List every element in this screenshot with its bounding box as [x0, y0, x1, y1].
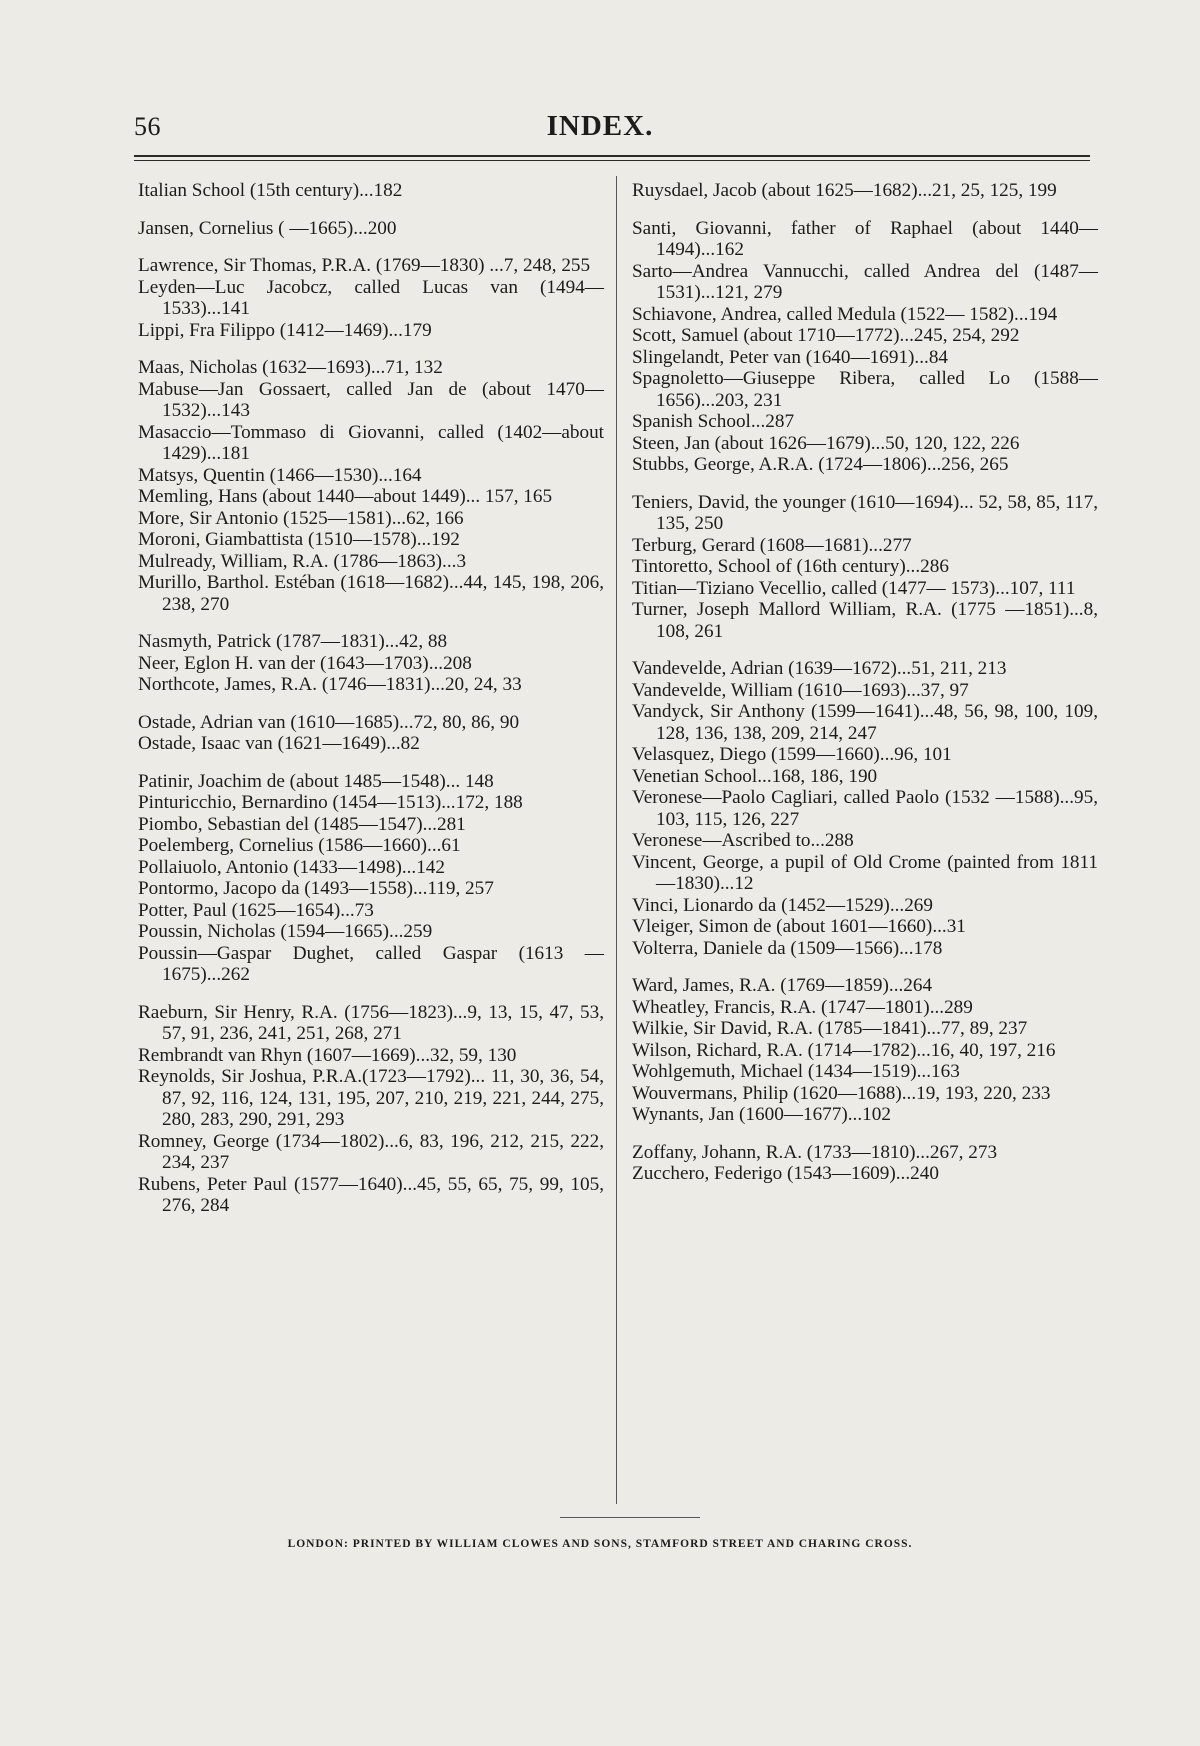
index-entry: Wilson, Richard, R.A. (1714—1782)...16, 40, 197, 216: [632, 1039, 1056, 1061]
index-entry: Ostade, Adrian van (1610—1685)...72, 80, 86, 90: [138, 711, 520, 733]
index-entry: Tintoretto, School of (16th century)...286: [632, 556, 949, 577]
index-entry: Rubens, Peter Paul (1577—1640)...45, 55, 65, 75, 99, 105, 276, 284: [138, 1173, 604, 1216]
index-column-right: [632, 180, 1098, 1185]
header-rule: [134, 155, 1090, 161]
index-entry: Jansen, Cornelius ( —1665)...200: [138, 217, 397, 239]
index-entry: Rembrandt van Rhyn (1607—1669)...32, 59, 130: [138, 1044, 517, 1066]
index-entry: Zoffany, Johann, R.A. (1733—1810)...267, 273: [632, 1141, 998, 1163]
index-entry: Veronese—Ascribed to...288: [632, 830, 854, 851]
index-entry: Stubbs, George, A.R.A. (1724—1806)...256, 265: [632, 454, 1009, 475]
index-entry: Vinci, Lionardo da (1452—1529)...269: [632, 894, 933, 916]
index-entry: Vleiger, Simon de (about 1601—1660)...31: [632, 916, 966, 937]
index-entry: Raeburn, Sir Henry, R.A. (1756—1823)...9, 13, 15, 47, 53, 57, 91, 236, 241, 251, 268, 271: [138, 1001, 604, 1044]
index-entry: Wilkie, Sir David, R.A. (1785—1841)...77, 89, 237: [632, 1018, 1028, 1039]
index-entry: Ward, James, R.A. (1769—1859)...264: [632, 975, 933, 996]
footer-rule: [560, 1517, 700, 1518]
index-entry: Masaccio—Tommaso di Giovanni, called (1402—about 1429)...181: [138, 421, 604, 464]
index-entry: Wheatley, Francis, R.A. (1747—1801)...289: [632, 996, 973, 1018]
index-entry: More, Sir Antonio (1525—1581)...62, 166: [138, 507, 464, 529]
printer-imprint: LONDON: PRINTED BY WILLIAM CLOWES AND SONS, STAMFORD STREET AND CHARING CROSS.: [287, 1538, 913, 1550]
index-entry: Italian School (15th century)...182: [138, 180, 403, 201]
index-entry: Mulready, William, R.A. (1786—1863)...3: [138, 550, 467, 572]
page-number: 56: [134, 112, 161, 141]
index-entry: Sarto—Andrea Vannucchi, called Andrea del (1487—1531)...121, 279: [632, 260, 1098, 303]
index-entry: Volterra, Daniele da (1509—1566)...178: [632, 937, 943, 959]
index-entry: Leyden—Luc Jacobcz, called Lucas van (1494—1533)...141: [138, 276, 604, 319]
index-entry: Reynolds, Sir Joshua, P.R.A.(1723—1792)... 11, 30, 36, 54, 87, 92, 116, 124, 131, 195, 207, 210, 219, 221, 244, 275, 280, 283, 290, 291, 293: [138, 1066, 604, 1130]
index-entry: Wohlgemuth, Michael (1434—1519)...163: [632, 1061, 960, 1082]
index-entry: Lippi, Fra Filippo (1412—1469)...179: [138, 319, 432, 341]
index-entry: Teniers, David, the younger (1610—1694)... 52, 58, 85, 117, 135, 250: [632, 491, 1098, 534]
index-entry: Turner, Joseph Mallord William, R.A. (1775 —1851)...8, 108, 261: [632, 599, 1098, 642]
index-entry: Titian—Tiziano Vecellio, called (1477— 1573)...107, 111: [632, 577, 1076, 599]
index-entry: Northcote, James, R.A. (1746—1831)...20, 24, 33: [138, 674, 522, 695]
index-entry: Vandevelde, Adrian (1639—1672)...51, 211, 213: [632, 658, 1007, 679]
index-entry: Spagnoletto—Giuseppe Ribera, called Lo (1588—1656)...203, 231: [632, 368, 1098, 411]
index-entry: Matsys, Quentin (1466—1530)...164: [138, 464, 422, 486]
index-entry: Schiavone, Andrea, called Medula (1522— 1582)...194: [632, 303, 1058, 325]
index-entry: Poussin, Nicholas (1594—1665)...259: [138, 921, 433, 942]
index-entry: Vandyck, Sir Anthony (1599—1641)...48, 56, 98, 100, 109, 128, 136, 138, 209, 214, 247: [632, 701, 1098, 744]
index-entry: Pinturicchio, Bernardino (1454—1513)...172, 188: [138, 792, 523, 813]
index-entry: Vandevelde, William (1610—1693)...37, 97: [632, 679, 969, 701]
index-entry: Nasmyth, Patrick (1787—1831)...42, 88: [138, 631, 448, 652]
running-title: INDEX.: [546, 110, 654, 142]
index-entry: Piombo, Sebastian del (1485—1547)...281: [138, 813, 466, 835]
index-entry: Spanish School...287: [632, 411, 795, 432]
index-entry: Lawrence, Sir Thomas, P.R.A. (1769—1830) ...7, 248, 255: [138, 255, 591, 276]
column-divider: [616, 176, 617, 1504]
index-entry: Terburg, Gerard (1608—1681)...277: [632, 534, 912, 556]
index-entry: Velasquez, Diego (1599—1660)...96, 101: [632, 744, 952, 765]
index-entry: Wouvermans, Philip (1620—1688)...19, 193, 220, 233: [632, 1082, 1051, 1104]
index-entry: Venetian School...168, 186, 190: [632, 765, 878, 787]
index-entry: Wynants, Jan (1600—1677)...102: [632, 1104, 891, 1125]
index-entry: Poelemberg, Cornelius (1586—1660)...61: [138, 835, 461, 856]
index-entry: Santi, Giovanni, father of Raphael (about 1440—1494)...162: [632, 217, 1098, 260]
index-entry: Zucchero, Federigo (1543—1609)...240: [632, 1163, 939, 1184]
index-entry: Maas, Nicholas (1632—1693)...71, 132: [138, 357, 443, 378]
index-entry: Scott, Samuel (about 1710—1772)...245, 254, 292: [632, 325, 1020, 346]
index-entry: Patinir, Joachim de (about 1485—1548)... 148: [138, 770, 494, 792]
index-entry: Poussin—Gaspar Dughet, called Gaspar (1613 —1675)...262: [138, 942, 604, 985]
index-entry: Moroni, Giambattista (1510—1578)...192: [138, 529, 460, 550]
index-entry: Murillo, Barthol. Estéban (1618—1682)...44, 145, 198, 206, 238, 270: [138, 572, 604, 615]
index-entry: Ostade, Isaac van (1621—1649)...82: [138, 733, 420, 754]
index-entry: Potter, Paul (1625—1654)...73: [138, 899, 374, 921]
index-entry: Slingelandt, Peter van (1640—1691)...84: [632, 346, 949, 368]
index-entry: Memling, Hans (about 1440—about 1449)... 157, 165: [138, 486, 553, 507]
index-entry: Ruysdael, Jacob (about 1625—1682)...21, 25, 125, 199: [632, 180, 1057, 201]
index-entry: Vincent, George, a pupil of Old Crome (painted from 1811—1830)...12: [632, 851, 1098, 894]
index-entry: Romney, George (1734—1802)...6, 83, 196, 212, 215, 222, 234, 237: [138, 1130, 604, 1173]
index-entry: Neer, Eglon H. van der (1643—1703)...208: [138, 652, 472, 674]
index-column-left: [138, 180, 604, 1217]
index-entry: Steen, Jan (about 1626—1679)...50, 120, 122, 226: [632, 432, 1020, 454]
index-entry: Veronese—Paolo Cagliari, called Paolo (1532 —1588)...95, 103, 115, 126, 227: [632, 787, 1098, 830]
index-entry: Pollaiuolo, Antonio (1433—1498)...142: [138, 856, 445, 878]
index-entry: Mabuse—Jan Gossaert, called Jan de (about 1470—1532)...143: [138, 378, 604, 421]
index-entry: Pontormo, Jacopo da (1493—1558)...119, 257: [138, 878, 494, 899]
